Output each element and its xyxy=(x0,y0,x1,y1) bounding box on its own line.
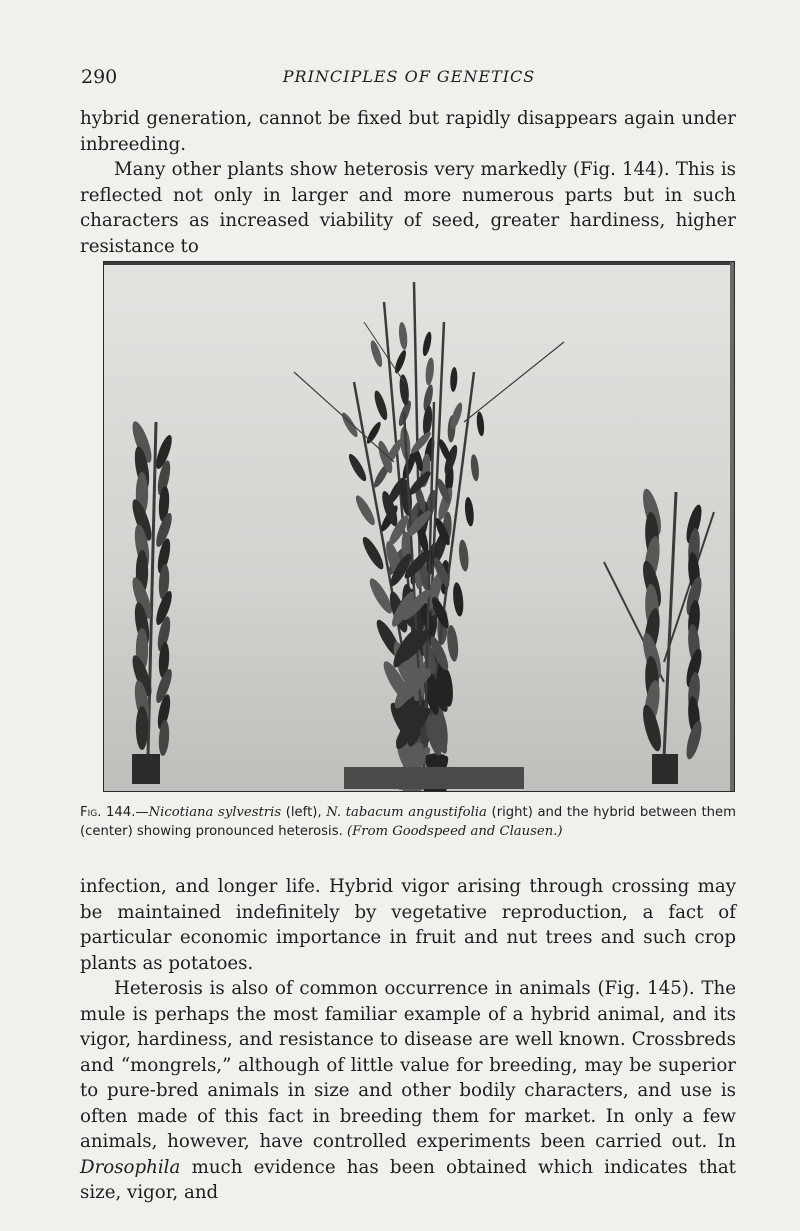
left-plant-pot xyxy=(132,754,160,784)
paragraph-continuation: hybrid generation, cannot be fixed but rapidly disappears again under inbreeding. xyxy=(80,108,736,155)
running-head: PRINCIPLES OF GENETICS xyxy=(282,67,536,86)
caption-source: (From Goodspeed and Clausen.) xyxy=(346,824,563,839)
figure-144-photo xyxy=(103,261,735,792)
paragraph-hybrid-vigor: infection, and longer life. Hybrid vigor arising through crossing may be maintained indefinitely by vegetative reproduction, a fact of particular economic importance in fruit and nut trees and such crop plants as potatoes. xyxy=(80,876,736,974)
right-plant-pot xyxy=(652,754,678,784)
bottom-text-block xyxy=(80,874,736,1206)
tobacco-plants-illustration xyxy=(104,262,735,792)
paragraph-heterosis-plants: Many other plants show heterosis very markedly (Fig. 144). This is reflected not only in larger and more numerous parts but in such characters as increased viability of seed, greater hardiness, higher resistance to xyxy=(80,159,736,257)
page-number: 290 xyxy=(81,66,118,88)
center-plant-pot xyxy=(344,767,524,789)
top-text-block xyxy=(80,106,736,259)
figure-caption: Fig. 144.—Nicotiana sylvestris (left), N. tabacum angustifolia (right) and the hybrid between them (center) showing pronounced heterosis. (From Goodspeed and Clausen.) xyxy=(80,805,736,839)
species-name-left: Nicotiana sylvestris xyxy=(148,805,282,820)
caption-label: Fig. 144. xyxy=(80,805,136,820)
species-name-right: N. tabacum angustifolia xyxy=(326,805,487,820)
drosophila-term: Drosophila xyxy=(80,1156,181,1178)
page-header xyxy=(81,66,737,92)
paragraph-heterosis-animals: Heterosis is also of common occurrence in animals (Fig. 145). The mule is perhaps the most familiar example of a hybrid animal, and its vigor, hardiness, and resistance to disease are well known. Crossbreds and “mongrels,” although of little value for breeding, may be superior to pure-bred animals in size and other bodily characters, and use is often made of this fact in breeding them for market. In only a few animals, however, have controlled experiments been carried out. In Drosophila much evidence has been obtained which indicates that size, vigor, and xyxy=(80,978,736,1203)
